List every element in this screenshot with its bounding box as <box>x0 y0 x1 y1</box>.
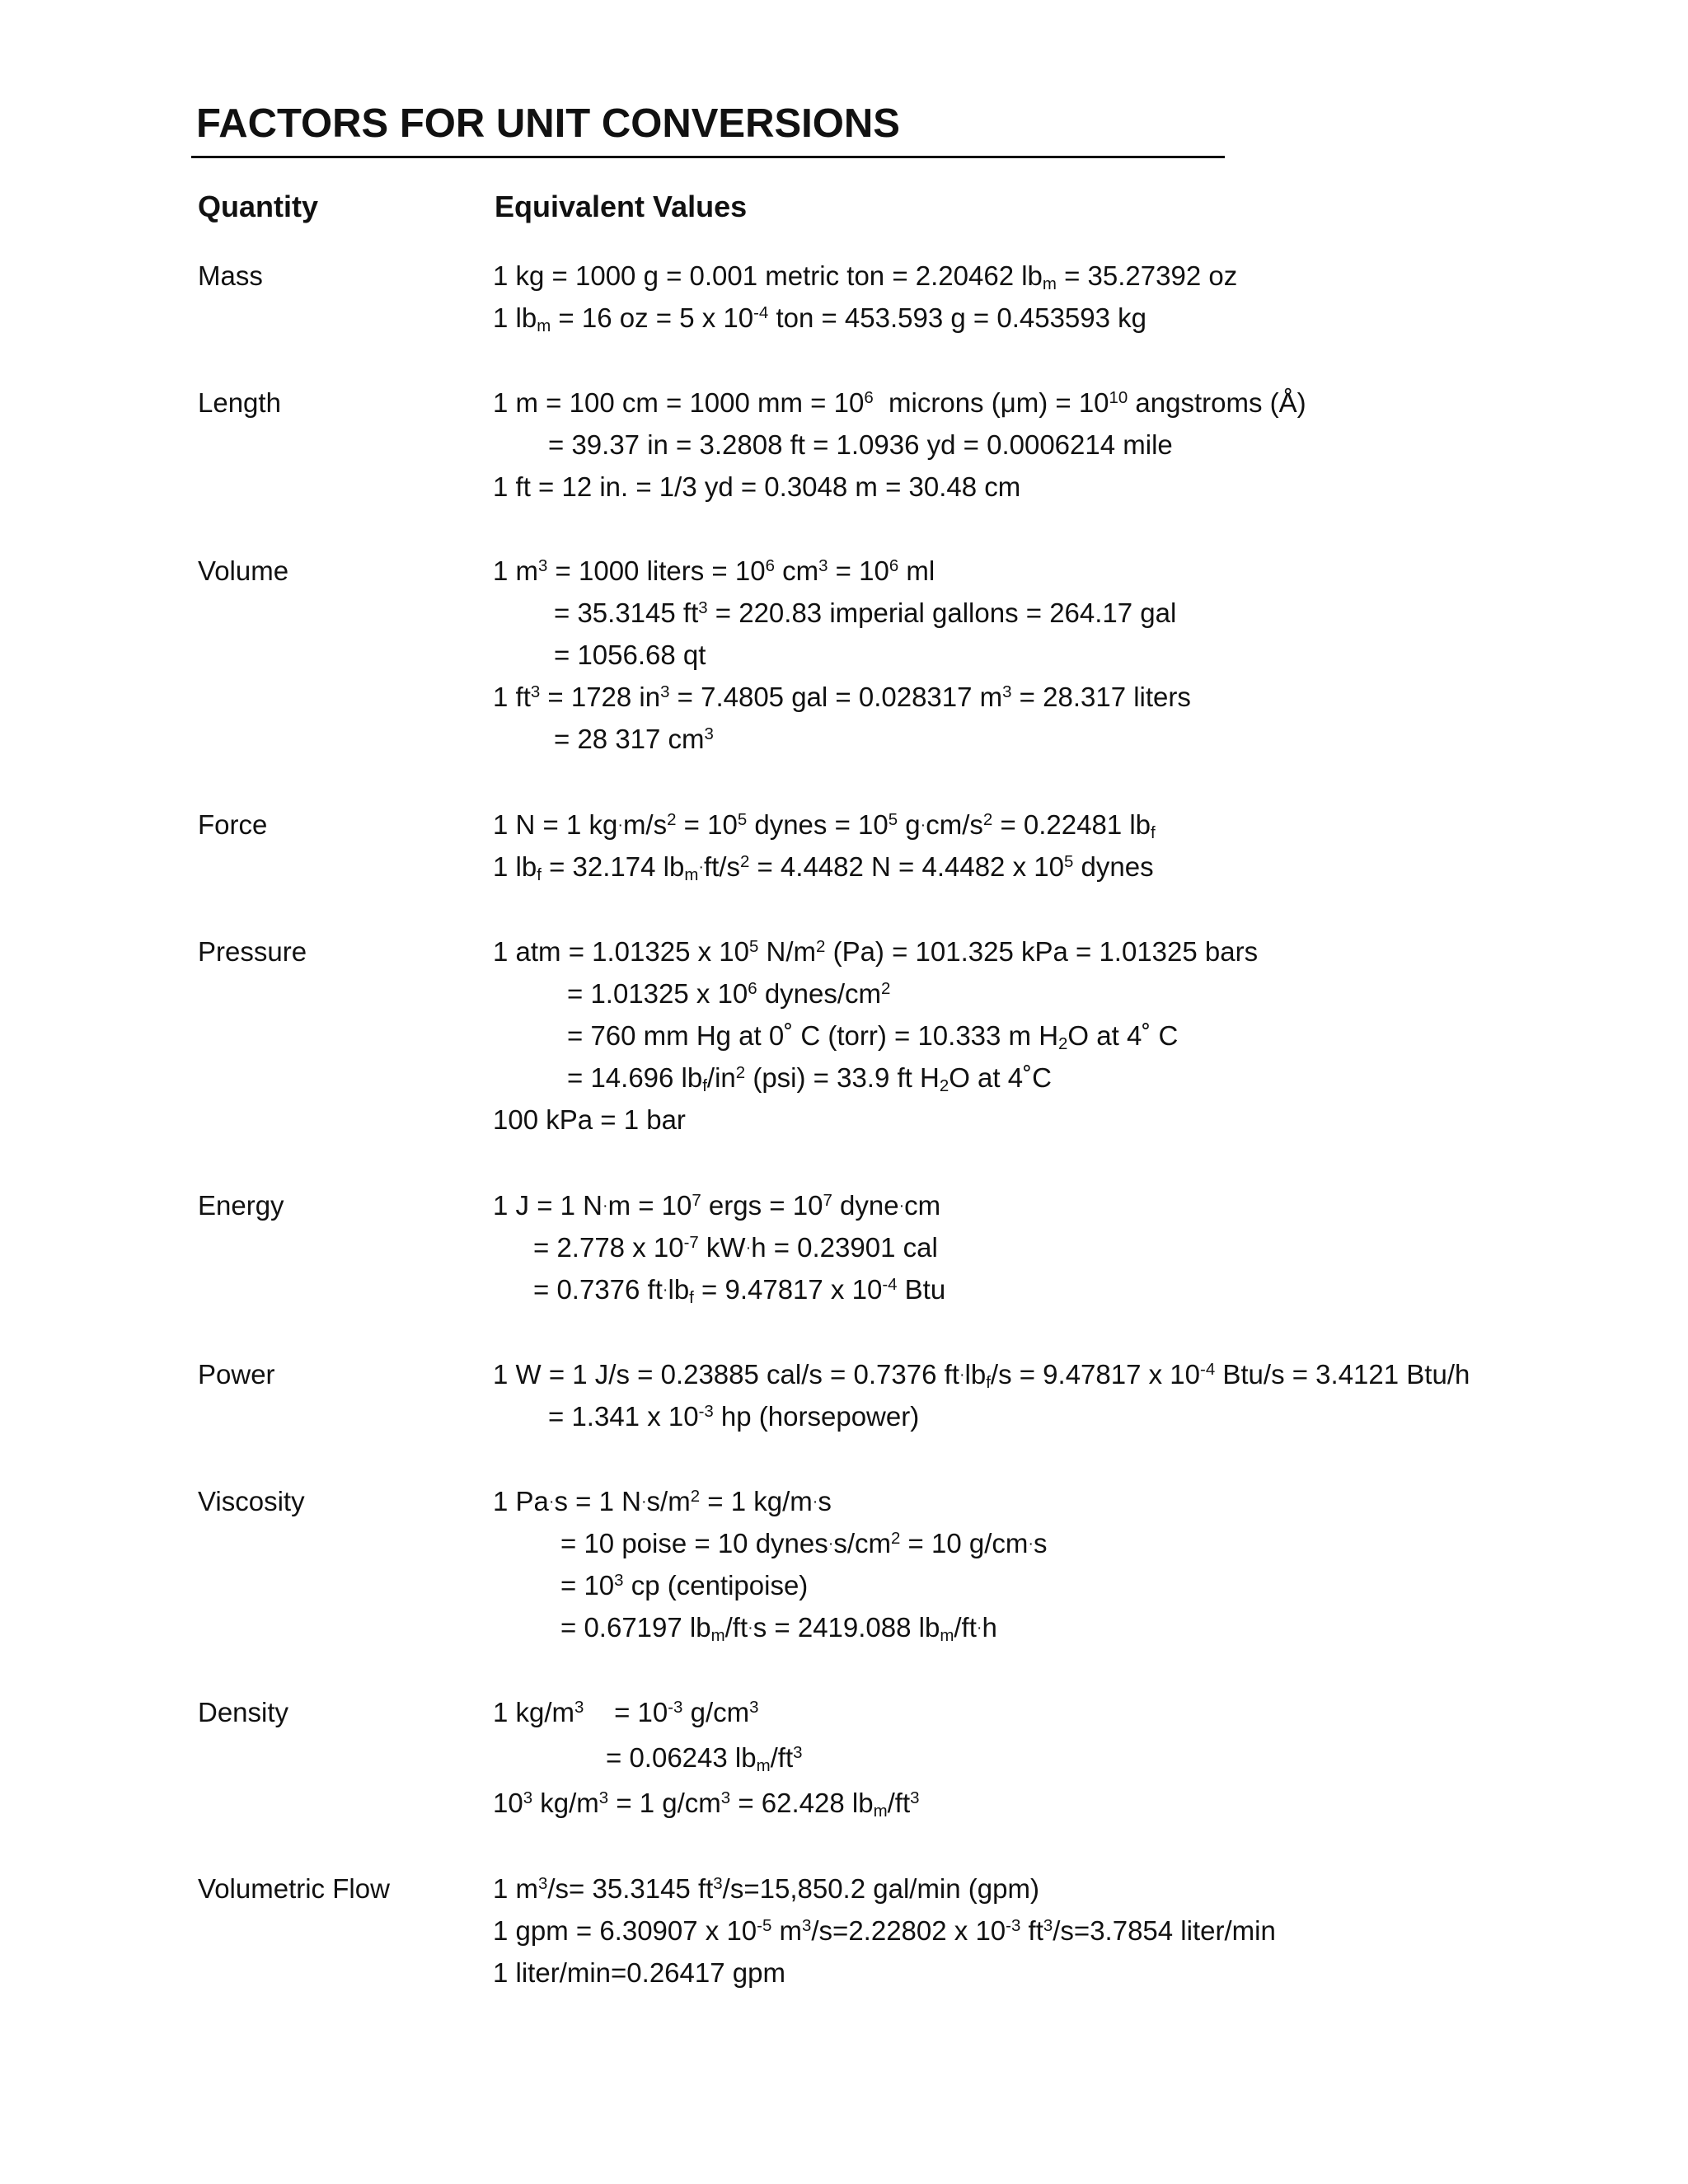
value-line: 1 $m^3 = 1000$ liters = $10^6$ $cm^3 = 10^6$ ml <box>493 555 935 586</box>
quantity-volumetric-flow: Volumetric Flow <box>198 1873 390 1904</box>
value-line: 1 $ft^3 = 1728$ $in^3 = 7.4805$ gal = 0.028317 $m^3 = 28.317$ liters <box>493 682 1191 712</box>
column-header-equivalent-values: Equivalent Values <box>495 190 748 223</box>
value-line: 1 Pa·s = 1 $N\cdot s/m^2 = 1$ kg/m·s <box>493 1486 832 1516</box>
value-line: = 0.06243 $lb_m/ft^3$ <box>606 1742 803 1776</box>
value-line: 1 W = 1 J/s = 0.23885 cal/s = 0.7376 $ft\cdot lb_f/s = 9.47817$ x $10^{-4}$ Btu/s = 3.4121 Btu/h <box>493 1359 1470 1393</box>
value-line: = 760 mm Hg at 0˚ C (torr) = 10.333 m $H_2O$ at 4˚ C <box>567 1020 1179 1054</box>
quantity-energy: Energy <box>198 1190 284 1221</box>
quantity-power: Power <box>198 1359 275 1390</box>
value-line: 1 $kg/m^3$ = $10^{-3}$ $g/cm^3$ <box>493 1697 759 1727</box>
value-line: 1 m = 100 cm = 1000 mm = $10^6$ microns $(\mu m) = 10^{10}$ angstroms (Å) <box>493 387 1306 418</box>
column-header-quantity: Quantity <box>198 190 319 223</box>
quantity-mass: Mass <box>198 260 263 291</box>
value-line: = 0.7376 $ft\cdot lb_f = 9.47817$ x $10^{-4}$ Btu <box>533 1274 946 1308</box>
quantity-force: Force <box>198 809 268 840</box>
value-line: = 1056.68 qt <box>554 640 706 670</box>
quantity-viscosity: Viscosity <box>198 1486 305 1516</box>
value-line: = 39.37 in = 3.2808 ft = 1.0936 yd = 0.0006214 mile <box>548 429 1173 460</box>
quantity-density: Density <box>198 1697 289 1727</box>
quantity-length: Length <box>198 387 281 418</box>
value-line: 1 J = 1 $N\cdot m = 10^7$ ergs = $10^7$ dyne·cm <box>493 1190 941 1221</box>
value-line: 1 atm = 1.01325 x $10^5$ $N/m^2$ (Pa) = 101.325 kPa = 1.01325 bars <box>493 936 1259 967</box>
value-line: = 28 317 $cm^3$ <box>554 724 714 754</box>
value-line: = 1.341 x $10^{-3}$ hp (horsepower) <box>548 1401 920 1432</box>
value-line: = 0.67197 $lb_m/ft\cdot s = 2419.088$ $lb_m/ft\cdot h$ <box>560 1612 997 1646</box>
value-line: 1 ft = 12 in. = 1/3 yd = 0.3048 m = 30.48 cm <box>493 471 1021 502</box>
quantity-volume: Volume <box>198 555 289 586</box>
value-line: = $10^3$ cp (centipoise) <box>560 1570 809 1601</box>
title-underline <box>191 156 1225 158</box>
value-line: 1 liter/min=0.26417 gpm <box>493 1957 785 1988</box>
value-line: $10^3$ $kg/m^3 = 1$ $g/cm^3 = 62.428$ $lb_m/ft^3$ <box>493 1788 920 1821</box>
document-title: FACTORS FOR UNIT CONVERSIONS <box>196 101 900 146</box>
value-line: = 14.696 $lb_f/in^2$ (psi) = 33.9 ft $H_2O$ at 4˚C <box>567 1062 1052 1096</box>
value-line: 1 $lb_m = 16$ oz = 5 x $10^{-4}$ ton = 453.593 g = 0.453593 kg <box>493 302 1147 336</box>
value-line: = 35.3145 $ft^3 = 220.83$ imperial gallons = 264.17 gal <box>554 598 1177 628</box>
value-line: 1 N = 1 $kg\cdot m/s^2 = 10^5$ dynes = $10^5$ $g\cdot cm/s^2 = 0.22481$ $lb_f$ <box>493 809 1156 843</box>
value-line: = 2.778 x $10^{-7}$ kW·h = 0.23901 cal <box>533 1232 938 1263</box>
value-line: 100 kPa = 1 bar <box>493 1104 686 1135</box>
quantity-pressure: Pressure <box>198 936 307 967</box>
value-line: 1 $m^3/s= 35.3145$ $ft^3/s=15,850.2$ gal/min (gpm) <box>493 1873 1039 1904</box>
value-line: 1 kg = 1000 g = 0.001 metric ton = 2.20462 $lb_m = 35.27392$ oz <box>493 260 1238 294</box>
value-line: = 1.01325 x $10^6$ dynes/$cm^2$ <box>567 978 891 1009</box>
value-line: 1 $lb_f = 32.174$ $lb_m\cdot ft/s^2 = 4.4482$ N = 4.4482 x $10^5$ dynes <box>493 851 1154 885</box>
value-line: = 10 poise = 10 $dynes\cdot s/cm^2 = 10$ g/cm·s <box>560 1528 1048 1558</box>
value-line: 1 gpm = 6.30907 x $10^{-5}$ $m^3/s=2.22802$ x $10^{-3}$ $ft^3/s=3.7854$ liter/min <box>493 1915 1276 1946</box>
